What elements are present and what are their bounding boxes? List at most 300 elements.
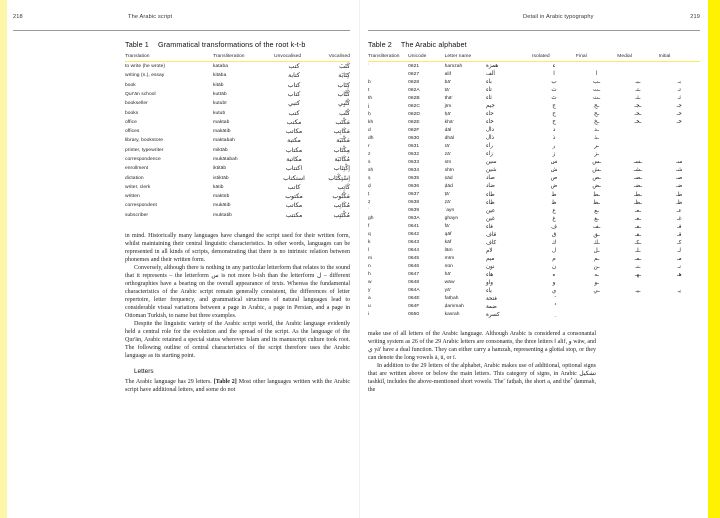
table-row <box>125 62 350 72</box>
left-running-head <box>13 14 350 29</box>
table-2-cell-letter-name-arabic: قاف <box>485 231 497 238</box>
table-1-cell-unvocalised: مكتب <box>286 118 302 126</box>
table-2-cell-letter-name-arabic: كسرة <box>485 311 500 318</box>
table-2-cell-initial: طـ <box>676 191 683 198</box>
table-2-cell-medial <box>617 279 658 287</box>
table-1-cell-translation: correspondence <box>125 156 161 162</box>
table-2-col-letter-name-arabic <box>486 54 532 62</box>
table-2-cell-isolated: ء <box>552 63 556 70</box>
table-2-cell-final: ـم <box>593 255 600 262</box>
table-2-cell-medial: ـغـ <box>634 215 641 222</box>
table-row <box>368 70 700 78</box>
table-row <box>125 71 350 80</box>
table-2-col-initial: Initial <box>659 54 700 62</box>
table-2-cell-medial: ـخـ <box>634 119 642 126</box>
table-1-cell-translation: office <box>125 119 137 125</box>
table-2-cell-transliteration: ṭ <box>368 192 370 198</box>
table-2-cell-letter-name-arabic: خاء <box>485 119 494 126</box>
table-row <box>368 303 700 311</box>
table-row <box>368 231 700 239</box>
table-2-cell-isolated: ك <box>551 239 557 246</box>
table-2-cell-letter-name-arabic: واو <box>485 279 493 286</box>
left-running-title: The Arabic script <box>128 14 173 20</box>
table-2-cell-unicode: 062C <box>408 103 421 109</box>
table-2-cell-transliteration: sh <box>368 167 374 173</box>
table-1-title: Grammatical transformations of the root k-t-b <box>158 40 306 49</box>
table-2-cell-letter-name-arabic: عين <box>485 207 496 214</box>
table-row <box>368 295 700 303</box>
table-1-cell-vocalised: كُتُبِي <box>338 100 350 108</box>
table-2-cell-unicode: 0632 <box>408 151 420 157</box>
table-2-cell-transliteration: th <box>368 95 373 101</box>
table-2-cell-isolated: م <box>552 255 556 262</box>
table-2-cell-transliteration: q <box>368 232 371 238</box>
table-row <box>368 78 700 86</box>
table-2-cell-isolated: ح <box>552 111 556 118</box>
table-1-cell-transliteration: kitāb <box>213 82 224 88</box>
table-row <box>368 102 700 110</box>
table-row <box>125 155 350 164</box>
table-2-cell-letter-name-arabic: سين <box>485 159 497 166</box>
table-2-cell-medial: ـصـ <box>633 175 642 182</box>
table-1-cell-unvocalised: كتب <box>288 63 300 71</box>
table-2-cell-initial: جـ <box>676 103 682 110</box>
table-row <box>368 150 700 158</box>
table-1-cell-vocalised: مَكْتُوب <box>332 193 350 201</box>
table-1-cell-vocalised: مُكَاتِب <box>333 202 350 210</box>
table-2-cell-initial: صـ <box>676 175 683 182</box>
table-row <box>125 183 350 192</box>
table-row <box>125 211 350 220</box>
right-paragraph-1: make use of all letters of the Arabic language. Although Arabic is considered a consonantal writing system as 26 of the 29 Arabic letters are consonants, the three letters ا alif, و wāw, and ي yā' have a dual function. They can either carry a hamzah, representing a glottal stop, or they can denote the long vowels ā, ū, or ī. <box>368 331 597 362</box>
table-row <box>368 247 700 255</box>
table-2-cell-letter-name: thā' <box>444 95 453 101</box>
table-2-cell-transliteration: z <box>368 151 371 157</box>
table-1-cell-transliteration: kuttāb <box>213 91 227 97</box>
table-1-cell-unvocalised: كتبي <box>288 100 300 108</box>
table-1-cell-translation: correspondent <box>125 203 157 209</box>
table-row <box>368 287 700 295</box>
table-2-cell-unicode: 0638 <box>408 200 420 206</box>
table-2-cell-letter-name: ḍammah <box>444 304 464 310</box>
table-2-cell-final: ـل <box>593 247 600 254</box>
table-2-cell-initial <box>659 311 700 319</box>
table-row <box>125 118 350 127</box>
table-2-cell-medial <box>617 126 658 134</box>
table-2-cell-initial: لـ <box>677 247 681 254</box>
table-2-cell-letter-name-arabic: حاء <box>485 111 494 118</box>
table-2-cell-letter-name: rā' <box>444 143 451 149</box>
table-2-cell-medial <box>617 150 658 158</box>
table-2-cell-letter-name: ḥā' <box>444 111 452 117</box>
table-1-cell-translation: written <box>125 194 140 200</box>
table-2-cell-final: ـف <box>592 223 601 230</box>
table-1-cell-vocalised: كُتُب <box>339 109 350 117</box>
table-row <box>368 271 700 279</box>
table-2-cell-letter-name-arabic: نون <box>485 263 495 270</box>
table-2-cell-unicode: 062E <box>408 119 420 125</box>
table-row <box>125 164 350 173</box>
table-2-cell-letter-name: khā' <box>444 119 454 125</box>
table-2-cell-transliteration: d <box>368 127 371 133</box>
table-row <box>368 174 700 182</box>
table-2-cell-letter-name: hamzah <box>444 63 463 69</box>
table-row <box>368 94 700 102</box>
table-2-cell-final: ـظ <box>593 199 601 206</box>
right-running-title: Detail in Arabic typography <box>523 14 594 20</box>
table-2-cell-final: ـق <box>593 231 600 238</box>
table-1-cell-translation: to write (he wrote) <box>125 64 166 70</box>
table-2-cell-letter-name: wāw <box>444 280 455 286</box>
table-2-cell-letter-name: mīm <box>444 256 455 262</box>
table-2-cell-medial: ـكـ <box>634 239 642 246</box>
table-2-cell-initial: مـ <box>676 255 682 262</box>
table-2-cell-unicode: 0646 <box>408 264 420 270</box>
table-2-cell-final: ـع <box>594 207 599 214</box>
table-2-cell-final: ـح <box>593 111 600 118</box>
table-2-cell-medial: ـحـ <box>634 111 642 118</box>
table-2-cell-letter-name: tā' <box>444 87 450 93</box>
table-2-cell-isolated: ي <box>551 287 557 294</box>
table-1-cell-translation: printer, typewriter <box>125 147 164 153</box>
table-2-cell-unicode: 0634 <box>408 167 420 173</box>
table-2-cell-letter-name-arabic: راء <box>485 143 493 150</box>
table-2-cell-unicode: 0621 <box>408 63 420 69</box>
table-2-cell-isolated: ت <box>551 87 557 94</box>
table-2-cell-final: ـث <box>593 95 601 102</box>
table-row <box>368 191 700 199</box>
table-2-cell-isolated: غ <box>552 215 556 222</box>
table-2-cell-initial <box>659 62 700 71</box>
table-2-cell-final: ـش <box>592 167 601 174</box>
table-2-cell-medial <box>617 142 658 150</box>
table-2-cell-final: ا <box>595 71 598 78</box>
right-running-head <box>368 14 708 29</box>
table-2-cell-unicode: 062B <box>408 95 420 101</box>
table-2-cell-unicode: 0630 <box>408 135 420 141</box>
table-1-col-translation: Translation <box>125 54 213 62</box>
table-1-cell-unvocalised: استكتاب <box>283 174 305 182</box>
table-row <box>368 142 700 150</box>
table-2-cell-final <box>576 62 617 71</box>
table-2-cell-unicode: 062D <box>408 111 421 117</box>
table-1-cell-translation: dictation <box>125 175 144 181</box>
table-2-cell-initial: خـ <box>676 119 682 126</box>
table-2-cell-isolated: ش <box>550 167 558 174</box>
left-header-rule <box>13 30 350 31</box>
table-2-cell-isolated: ه <box>552 271 556 278</box>
table-row <box>125 127 350 136</box>
table-2-cell-isolated: ض <box>550 183 558 190</box>
table-2-cell-unicode: 0631 <box>408 143 420 149</box>
table-1-cell-unvocalised: مكتبة <box>287 137 301 145</box>
table-1-cell-vocalised: مَكَاتِب <box>333 128 350 136</box>
table-2-cell-unicode: 0642 <box>408 232 420 238</box>
table-2-cell-transliteration: l <box>368 248 370 254</box>
table-2-cell-medial: ـجـ <box>634 103 642 110</box>
table-2-cell-initial: يـ <box>677 287 681 294</box>
table-1-cell-unvocalised: اكتتاب <box>285 165 303 173</box>
table-row <box>368 223 700 231</box>
table-2-cell-initial <box>659 134 700 142</box>
table-2-cell-letter-name-arabic: ظاء <box>485 199 495 206</box>
table-1-cell-translation: enrollment <box>125 166 149 172</box>
table-2-cell-medial: ـقـ <box>634 231 641 238</box>
table-2-cell-medial <box>617 311 658 319</box>
table-1-cell-transliteration: miktāb <box>213 147 228 153</box>
table-2-cell-unicode: 0644 <box>408 248 420 254</box>
table-row <box>368 126 700 134</box>
table-2-col-letter-name: Letter name <box>445 54 486 62</box>
table-2-cell-transliteration: r <box>368 143 370 149</box>
table-2-cell-medial: ـيـ <box>635 287 641 294</box>
table-2-cell-transliteration: b <box>368 79 371 85</box>
table-2-cell-medial: ـثـ <box>635 95 641 102</box>
table-2-cell-initial <box>659 295 700 303</box>
table-2-cell-transliteration <box>368 70 408 78</box>
table-2-cell-medial: ـبـ <box>635 79 641 86</box>
letters-text-after: Most other languages written with the Arabic script have additional letters, and some do not <box>125 378 350 393</box>
table-2-cell-isolated: خ <box>552 119 556 126</box>
table-1-cell-vocalised: اِكْتِتَاب <box>333 165 350 173</box>
table-2-cell-isolated: ز <box>552 151 556 158</box>
table-2-cell-unicode: 0639 <box>408 208 420 214</box>
table-1-col-unvocalised: Unvocalised <box>274 54 314 62</box>
table-row <box>368 311 700 319</box>
table-2-cell-unicode: 0641 <box>408 224 420 230</box>
table-2-cell-letter-name: ʿayn <box>444 208 455 214</box>
table-2-col-unicode: Unicode <box>408 54 444 62</box>
table-2-cell-letter-name-arabic: تاء <box>485 87 492 94</box>
table-2-cell-medial: ـعـ <box>634 207 641 214</box>
table-2-cell-unicode: 0645 <box>408 256 420 262</box>
table-row <box>368 166 700 174</box>
table-2-cell-medial <box>617 295 658 303</box>
table-2-body <box>368 62 700 320</box>
table-2-cell-final: ـر <box>594 143 599 150</box>
table-row <box>368 255 700 263</box>
table-2-cell-final <box>576 311 617 319</box>
table-2-cell-transliteration: s <box>368 159 371 165</box>
table-2-cell-initial: هـ <box>677 271 682 278</box>
table-2-cell-final <box>576 295 617 303</box>
table-2-cell-transliteration: u <box>368 304 371 310</box>
table-1-cell-unvocalised: كتب <box>288 109 300 117</box>
table-2-cell-letter-name-arabic: طاء <box>485 191 495 198</box>
table-2-col-medial: Medial <box>617 54 658 62</box>
table-2-cell-letter-name: ṭā' <box>444 192 450 198</box>
table-2-cell-unicode: 0628 <box>408 79 420 85</box>
table-2-cell-isolated: د <box>552 127 556 134</box>
table-2-cell-transliteration: w <box>368 280 372 286</box>
table-2-cell-transliteration: h <box>368 272 371 278</box>
table-row <box>125 146 350 155</box>
table-2-cell-final: ـت <box>593 87 601 94</box>
table-2-cell-medial: ـظـ <box>633 199 642 206</box>
table-2-cell-initial: بـ <box>677 79 681 86</box>
table-1-cell-vocalised: كَاتِب <box>337 183 350 191</box>
table-row <box>125 90 350 99</box>
table-2-cell-transliteration: gh <box>368 216 374 222</box>
table-1-cell-transliteration: mukātabah <box>213 156 238 162</box>
table-1-cell-transliteration: mukātib <box>213 203 231 209</box>
table-2-cell-isolated: و <box>552 279 556 286</box>
table-2-cell-letter-name-arabic: صاد <box>485 175 495 182</box>
table-2-cell-final: ـذ <box>594 135 599 142</box>
table-row <box>368 199 700 207</box>
table-2-cell-letter-name: bā' <box>444 79 452 85</box>
table-2-cell-transliteration: ṣ <box>368 175 371 181</box>
left-paragraph-2: Conversely, although there is nothing in any particular letterform that relates to the sound that it represents – the letterform س is not more b-ish than the letterform ل – different orthographies have a bearing on the overall appearance of texts. Whereas the fundamental characteristics of the Arabic script remain generally consistent, the differences of letter repertoire, letter frequency, and grammatical structures of natural languages lead to considerable visual variations between a page in Arabic, a page in Persian, and a page in Ottoman Turkish, to name but three examples. <box>125 264 350 320</box>
table-1-cell-unvocalised: كتاب <box>287 81 301 89</box>
table-2-cell-transliteration: i <box>368 312 370 318</box>
table-1-cell-vocalised: اِسْتِكْتَاب <box>328 174 350 182</box>
table-row <box>125 108 350 117</box>
table-2-cell-unicode: 062A <box>408 87 420 93</box>
table-2-cell-initial: فـ <box>677 223 682 230</box>
table-2-cell-final: ـه <box>594 271 599 278</box>
table-1-cell-transliteration: istiktāb <box>213 175 229 181</box>
table-2-cell-letter-name-arabic: فتحة <box>485 295 497 302</box>
table-2-cell-isolated: ر <box>552 143 556 150</box>
table-2-number: Table 2 <box>368 40 392 49</box>
table-1-body <box>125 62 350 220</box>
table-2-cell-medial: ـفـ <box>634 223 641 230</box>
table-row <box>125 99 350 108</box>
table-2-cell-final: ـس <box>592 159 601 166</box>
table-2-cell-letter-name: yā' <box>444 288 451 294</box>
table-row <box>368 279 700 287</box>
table-2-cell-letter-name-arabic: همزة <box>485 63 499 70</box>
table-2-cell-transliteration: ḥ <box>368 111 371 117</box>
table-1-cell-unvocalised: مكاتبة <box>286 155 302 163</box>
table-1-cell-vocalised: مُكَاتَبَة <box>334 155 350 163</box>
table-2-block <box>368 40 700 319</box>
table-2-cell-isolated: ف <box>551 223 557 230</box>
table-2-cell-medial: ـسـ <box>633 159 643 166</box>
table-1-cell-translation: bookseller <box>125 101 148 107</box>
table-row <box>125 136 350 145</box>
table-1-cell-transliteration: kutub <box>213 110 226 116</box>
table-1-cell-vocalised: كِتَابَة <box>338 72 350 80</box>
table-2-cell-letter-name: alif <box>444 71 452 77</box>
table-2-cell-isolated: ن <box>551 263 557 270</box>
table-2-cell-isolated: ُ <box>553 303 555 310</box>
table-2-cell-initial <box>659 126 700 134</box>
table-1-cell-unvocalised: كاتب <box>287 183 301 191</box>
table-1-header-row <box>125 54 350 62</box>
table-2-cell-initial: قـ <box>677 231 682 238</box>
table-2-cell-initial <box>659 279 700 287</box>
table-2-cell-isolated: ظ <box>551 199 557 206</box>
table-1-cell-unvocalised: مكاتب <box>285 128 303 136</box>
table-2-cell-isolated: ط <box>551 191 557 198</box>
table-2-cell-letter-name-arabic: باء <box>485 79 492 86</box>
table-2-cell-isolated: ص <box>550 175 558 182</box>
right-accent-bar <box>708 0 720 518</box>
table-2-cell-transliteration: ḍ <box>368 183 371 189</box>
table-2-caption <box>368 40 700 49</box>
subheading-letters: Letters <box>134 367 154 375</box>
table-2-cell-final: ـو <box>594 279 599 286</box>
table-row <box>368 239 700 247</box>
table-2-cell-transliteration: f <box>368 224 370 230</box>
table-2 <box>368 54 700 319</box>
right-page <box>360 0 720 518</box>
table-2-cell-transliteration: ʾ <box>368 63 370 69</box>
table-2-cell-transliteration: a <box>368 296 371 302</box>
table-2-cell-medial: ـطـ <box>633 191 642 198</box>
table-2-cell-transliteration: y <box>368 288 371 294</box>
table-2-cell-isolated: ث <box>551 95 557 102</box>
table-row <box>368 207 700 215</box>
table-2-cell-transliteration: t <box>368 87 370 93</box>
left-folio: 218 <box>13 14 23 20</box>
table-1-cell-translation: Qur'ān school <box>125 91 156 97</box>
table-1-cell-transliteration: maktūb <box>213 194 230 200</box>
table-2-cell-isolated: ِ <box>553 311 555 318</box>
table-2-cell-unicode: 062F <box>408 127 420 133</box>
left-body-text <box>125 232 350 394</box>
table-1-cell-unvocalised: مكتوب <box>285 193 303 201</box>
table-2-cell-unicode: 0647 <box>408 272 420 278</box>
table-1-cell-unvocalised: مكاتب <box>285 202 303 210</box>
table-2-cell-letter-name: dhāl <box>444 135 455 141</box>
table-2-cell-unicode: 0643 <box>408 240 420 246</box>
table-1-cell-transliteration: kitāba <box>213 73 227 79</box>
table-2-cell-unicode: 0633 <box>408 159 420 165</box>
table-2-cell-isolated: ج <box>552 103 556 110</box>
table-2-cell-final: ـض <box>592 183 601 190</box>
table-1-cell-translation: books <box>125 110 139 116</box>
table-2-cell-letter-name-arabic: جيم <box>485 103 495 110</box>
table-2-cell-unicode: 064E <box>408 296 420 302</box>
table-2-cell-medial: ـشـ <box>633 167 643 174</box>
table-2-cell-medial: ـتـ <box>635 87 641 94</box>
table-1-cell-translation: offices <box>125 129 140 135</box>
table-2-cell-letter-name: ḍād <box>444 183 453 189</box>
right-body-text <box>368 330 596 394</box>
table-2-cell-final: ـن <box>593 263 600 270</box>
table-2-cell-letter-name-arabic: ضمة <box>485 303 497 310</box>
table-2-cell-transliteration: ʿ <box>368 208 370 214</box>
table-2-cell-letter-name-arabic: ذال <box>485 135 495 142</box>
left-paragraph-1: in mind. Historically many languages have changed the script used for their written form, whilst maintaining their central linguistic characteristics. In other words, languages can be represented in all kinds of scripts, demonstrating that there is no intrinsic relation between phonemes and their written form. <box>125 232 350 263</box>
left-paragraph-letters <box>125 378 350 394</box>
table-2-cell-isolated: ذ <box>552 135 556 142</box>
table-2-cell-letter-name: sīn <box>444 159 452 165</box>
table-2-cell-initial: ضـ <box>676 183 683 190</box>
table-2-cell-initial <box>659 303 700 311</box>
table-2-cell-transliteration: m <box>368 256 373 262</box>
table-2-cell-letter-name-arabic: هاء <box>485 271 494 278</box>
table-1-cell-unvocalised: مكتاب <box>285 146 303 154</box>
table-2-cell-isolated: ا <box>553 71 555 78</box>
table-2-cell-letter-name: kasrah <box>444 312 460 318</box>
table-1-cell-translation: writer, clerk <box>125 184 151 190</box>
left-paragraph-3: Despite the linguistic variety of the Arabic script world, the Arabic language evidently held a central role for the evolution and the spread of the script. As the language of the Qur'ān, Arabic retained a special status wherever Islam and its manuscript culture took root. The following outline of central characteristics of the script therefore uses the Arabic language as its starting point. <box>125 321 350 360</box>
table-2-cell-letter-name: dāl <box>444 127 452 133</box>
table-1-cell-vocalised: كِتَاب <box>337 81 350 89</box>
table-2-cell-medial: ـلـ <box>635 247 641 254</box>
table-1-cell-vocalised: مُكْتَتِب <box>333 211 350 219</box>
table-row <box>368 158 700 166</box>
table-1-block <box>125 40 350 220</box>
table-2-cell-isolated: ب <box>551 79 557 86</box>
table-2-cell-unicode: 0627 <box>408 71 420 77</box>
table-2-cell-letter-name-arabic: ياء <box>485 287 492 294</box>
table-2-cell-final: ـج <box>593 103 600 110</box>
